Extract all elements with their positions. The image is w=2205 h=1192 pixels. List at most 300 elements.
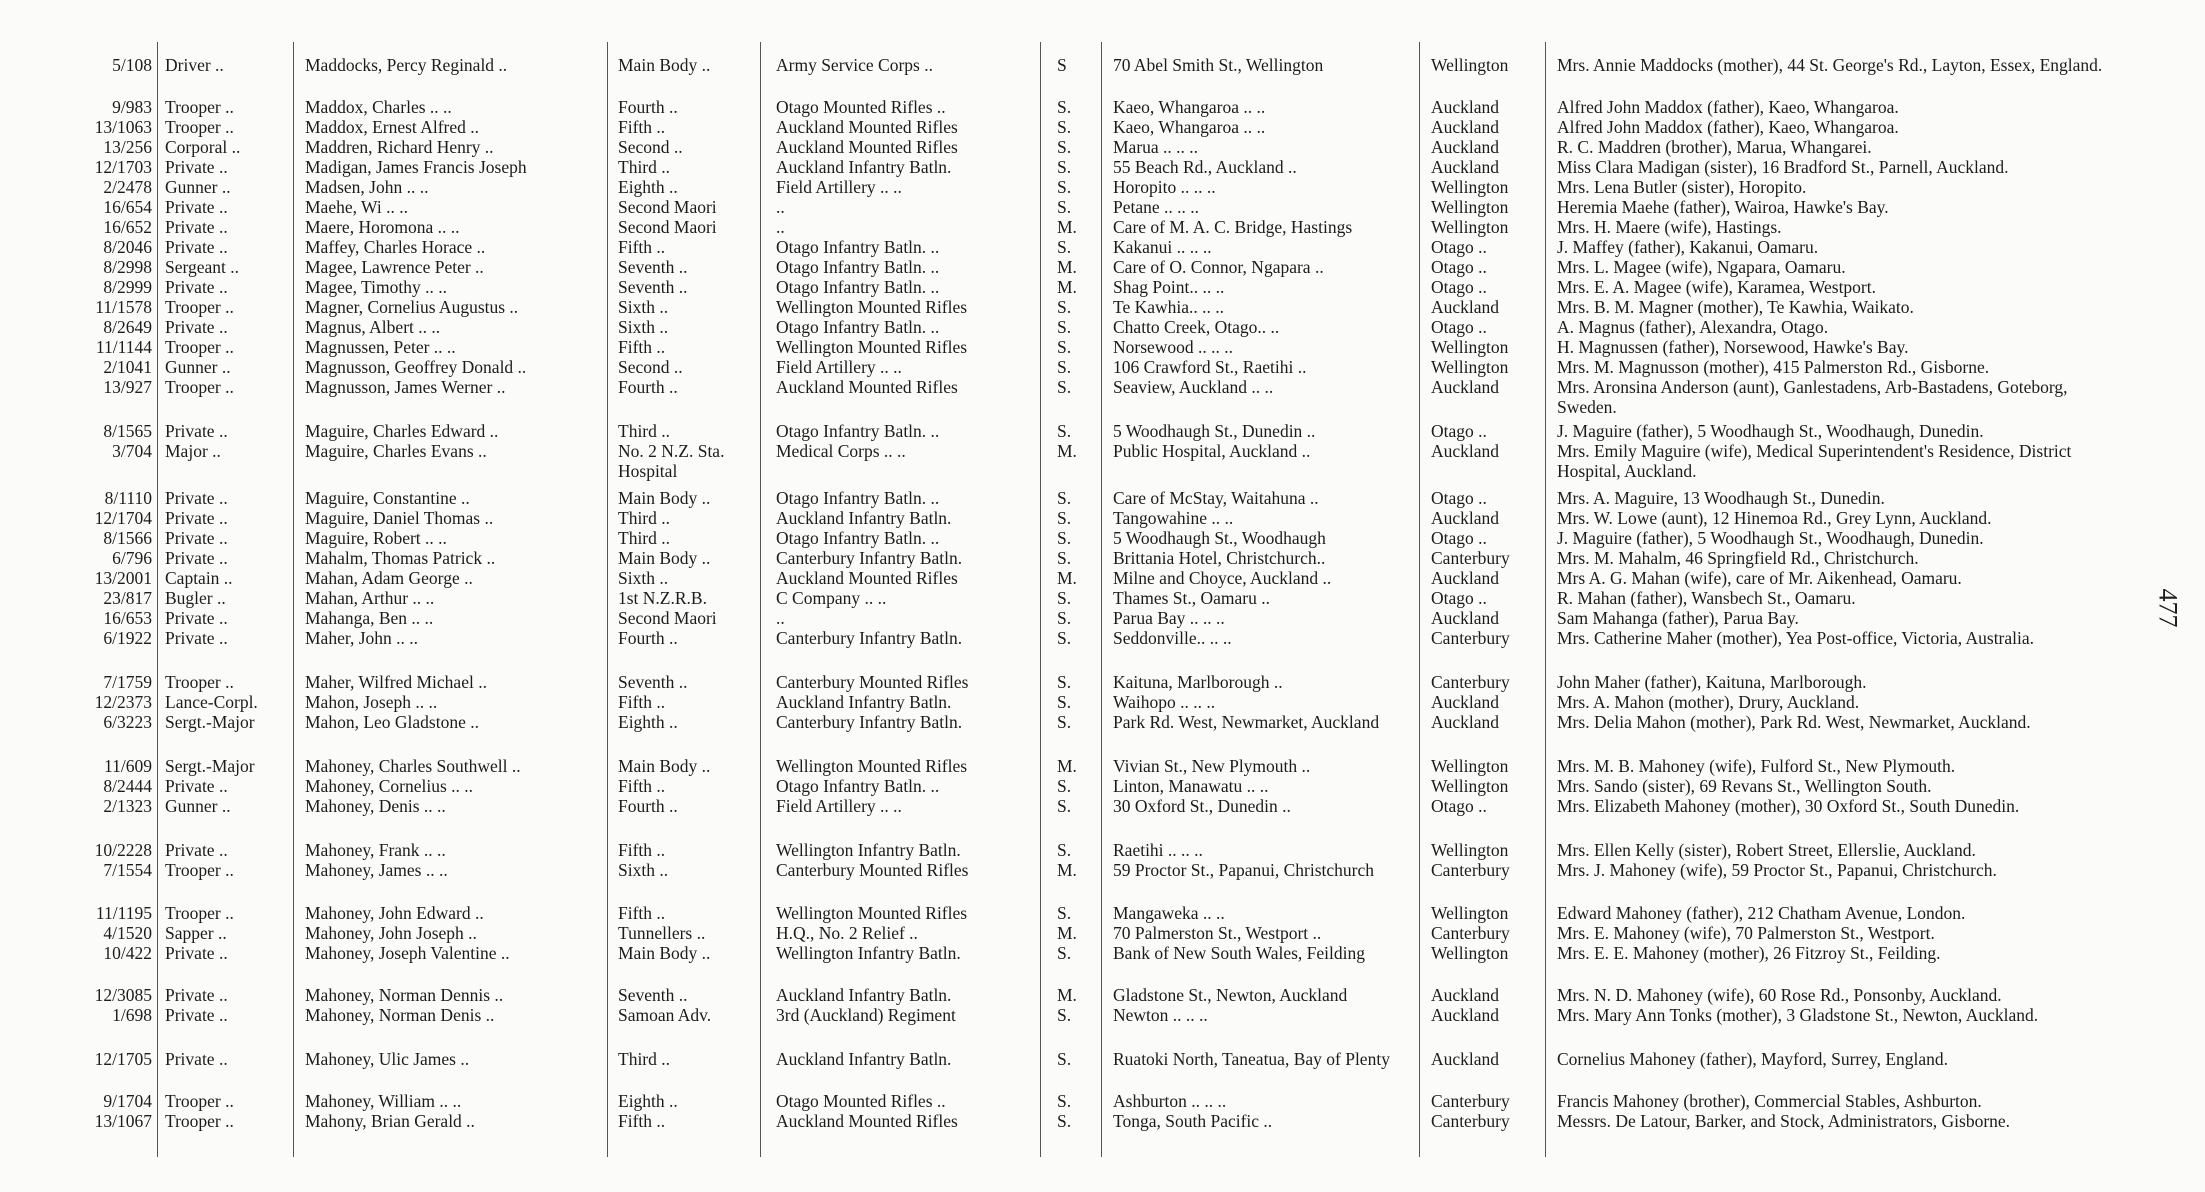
service-number-cell: 6/1922 xyxy=(103,628,152,648)
column-rule xyxy=(1040,42,1041,1157)
military-district-cell: Canterbury xyxy=(1431,548,1510,568)
next-of-kin-cell: Francis Mahoney (brother), Commercial Stables, Ashburton. xyxy=(1557,1091,1982,1111)
rank-cell: Private .. xyxy=(165,277,228,297)
soldier-name-cell: Maffey, Charles Horace .. xyxy=(305,237,486,257)
embarkation-unit-cell: Tunnellers .. xyxy=(618,923,706,943)
corps-cell: Medical Corps .. .. xyxy=(776,441,906,461)
embarkation-unit-cell: Main Body .. xyxy=(618,548,711,568)
soldier-name-cell: Mahon, Joseph .. .. xyxy=(305,692,438,712)
last-address-cell: Public Hospital, Auckland .. xyxy=(1113,441,1311,461)
military-district-cell: Auckland xyxy=(1431,1005,1500,1025)
corps-cell: .. xyxy=(776,608,785,628)
soldier-name-cell: Maguire, Charles Edward .. xyxy=(305,421,499,441)
next-of-kin-cell: Mrs. Ellen Kelly (sister), Robert Street, Ellerslie, Auckland. xyxy=(1557,840,1976,860)
next-of-kin-cell: Mrs. E. Mahoney (wife), 70 Palmerston St., Westport. xyxy=(1557,923,1935,943)
last-address-cell: 59 Proctor St., Papanui, Christchurch xyxy=(1113,860,1375,880)
embarkation-unit-cell: Samoan Adv. xyxy=(618,1005,712,1025)
last-address-cell: Gladstone St., Newton, Auckland xyxy=(1113,985,1348,1005)
marital-status-cell: S. xyxy=(1057,488,1072,508)
military-district-cell: Wellington xyxy=(1431,357,1509,377)
soldier-name-cell: Maddren, Richard Henry .. xyxy=(305,137,494,157)
service-number-cell: 3/704 xyxy=(112,441,152,461)
corps-cell: Field Artillery .. .. xyxy=(776,796,902,816)
corps-cell: Auckland Infantry Batln. xyxy=(776,985,952,1005)
service-number-cell: 10/422 xyxy=(103,943,152,963)
embarkation-unit-cell: Seventh .. xyxy=(618,672,688,692)
embarkation-unit-cell: Third .. xyxy=(618,421,671,441)
next-of-kin-cell: Mrs. M. B. Mahoney (wife), Fulford St., New Plymouth. xyxy=(1557,756,1956,776)
next-of-kin-cell: Mrs. M. Magnusson (mother), 415 Palmerston Rd., Gisborne. xyxy=(1557,357,1990,377)
embarkation-unit-cell: 1st N.Z.R.B. xyxy=(618,588,707,608)
soldier-name-cell: Mahanga, Ben .. .. xyxy=(305,608,434,628)
rank-cell: Trooper .. xyxy=(165,377,234,397)
last-address-cell: Kaeo, Whangaroa .. .. xyxy=(1113,117,1266,137)
corps-cell: Canterbury Infantry Batln. xyxy=(776,712,963,732)
embarkation-unit-cell: Main Body .. xyxy=(618,55,711,75)
military-district-cell: Wellington xyxy=(1431,177,1509,197)
marital-status-cell: S xyxy=(1057,55,1067,75)
rank-cell: Trooper .. xyxy=(165,117,234,137)
marital-status-cell: S. xyxy=(1057,137,1072,157)
service-number-cell: 2/2478 xyxy=(103,177,152,197)
marital-status-cell: S. xyxy=(1057,1091,1072,1111)
corps-cell: Auckland Mounted Rifles xyxy=(776,117,958,137)
soldier-name-cell: Maher, Wilfred Michael .. xyxy=(305,672,487,692)
military-district-cell: Wellington xyxy=(1431,776,1509,796)
corps-cell: Wellington Mounted Rifles xyxy=(776,337,968,357)
military-district-cell: Canterbury xyxy=(1431,672,1510,692)
service-number-cell: 11/1144 xyxy=(95,337,152,357)
service-number-cell: 13/1063 xyxy=(94,117,152,137)
military-district-cell: Auckland xyxy=(1431,568,1500,588)
rank-cell: Private .. xyxy=(165,608,228,628)
soldier-name-cell: Magnusson, Geoffrey Donald .. xyxy=(305,357,527,377)
service-number-cell: 11/1578 xyxy=(95,297,152,317)
embarkation-unit-cell: Seventh .. xyxy=(618,277,688,297)
last-address-cell: Kakanui .. .. .. xyxy=(1113,237,1212,257)
last-address-cell: Petane .. .. .. xyxy=(1113,197,1200,217)
marital-status-cell: S. xyxy=(1057,943,1072,963)
military-district-cell: Wellington xyxy=(1431,756,1509,776)
next-of-kin-cell: Alfred John Maddox (father), Kaeo, Whangaroa. xyxy=(1557,117,1899,137)
soldier-name-cell: Maher, John .. .. xyxy=(305,628,419,648)
next-of-kin-cell: Mrs. L. Magee (wife), Ngapara, Oamaru. xyxy=(1557,257,1846,277)
rank-cell: Gunner .. xyxy=(165,357,231,377)
military-district-cell: Wellington xyxy=(1431,903,1509,923)
marital-status-cell: S. xyxy=(1057,377,1072,397)
service-number-cell: 13/256 xyxy=(103,137,152,157)
soldier-name-cell: Magnus, Albert .. .. xyxy=(305,317,441,337)
military-district-cell: Auckland xyxy=(1431,441,1500,461)
rank-cell: Private .. xyxy=(165,943,228,963)
embarkation-unit-cell: Sixth .. xyxy=(618,317,669,337)
rank-cell: Private .. xyxy=(165,197,228,217)
military-district-cell: Auckland xyxy=(1431,297,1500,317)
marital-status-cell: S. xyxy=(1057,588,1072,608)
embarkation-unit-cell: Seventh .. xyxy=(618,257,688,277)
military-district-cell: Auckland xyxy=(1431,1049,1500,1069)
soldier-name-cell: Magnusson, James Werner .. xyxy=(305,377,506,397)
marital-status-cell: S. xyxy=(1057,97,1072,117)
soldier-name-cell: Magee, Timothy .. .. xyxy=(305,277,447,297)
corps-cell: Field Artillery .. .. xyxy=(776,357,902,377)
rank-cell: Private .. xyxy=(165,488,228,508)
rank-cell: Trooper .. xyxy=(165,860,234,880)
next-of-kin-cell: H. Magnussen (father), Norsewood, Hawke's Bay. xyxy=(1557,337,1909,357)
embarkation-unit-cell: Fourth .. xyxy=(618,796,678,816)
military-district-cell: Otago .. xyxy=(1431,257,1487,277)
rank-cell: Private .. xyxy=(165,317,228,337)
service-number-cell: 13/927 xyxy=(103,377,152,397)
service-number-cell: 8/2444 xyxy=(103,776,152,796)
next-of-kin-cell: Mrs A. G. Mahan (wife), care of Mr. Aikenhead, Oamaru. xyxy=(1557,568,1962,588)
soldier-name-cell: Maere, Horomona .. .. xyxy=(305,217,460,237)
military-district-cell: Auckland xyxy=(1431,508,1500,528)
next-of-kin-cell: Mrs. H. Maere (wife), Hastings. xyxy=(1557,217,1782,237)
last-address-cell: Newton .. .. .. xyxy=(1113,1005,1208,1025)
military-district-cell: Auckland xyxy=(1431,712,1500,732)
next-of-kin-cell: A. Magnus (father), Alexandra, Otago. xyxy=(1557,317,1829,337)
service-number-cell: 12/1705 xyxy=(94,1049,152,1069)
last-address-cell: Waihopo .. .. .. xyxy=(1113,692,1216,712)
corps-cell: Auckland Mounted Rifles xyxy=(776,568,958,588)
marital-status-cell: S. xyxy=(1057,903,1072,923)
military-district-cell: Otago .. xyxy=(1431,528,1487,548)
rank-cell: Private .. xyxy=(165,985,228,1005)
next-of-kin-cell: Cornelius Mahoney (father), Mayford, Surrey, England. xyxy=(1557,1049,1949,1069)
corps-cell: Otago Infantry Batln. .. xyxy=(776,277,940,297)
last-address-cell: Vivian St., New Plymouth .. xyxy=(1113,756,1311,776)
last-address-cell: Horopito .. .. .. xyxy=(1113,177,1216,197)
marital-status-cell: S. xyxy=(1057,357,1072,377)
embarkation-unit-cell: Second Maori xyxy=(618,608,717,628)
rank-cell: Private .. xyxy=(165,548,228,568)
next-of-kin-cell: Miss Clara Madigan (sister), 16 Bradford St., Parnell, Auckland. xyxy=(1557,157,2009,177)
soldier-name-cell: Maguire, Daniel Thomas .. xyxy=(305,508,494,528)
soldier-name-cell: Mahoney, Norman Dennis .. xyxy=(305,985,504,1005)
service-number-cell: 23/817 xyxy=(103,588,152,608)
next-of-kin-cell: Messrs. De Latour, Barker, and Stock, Administrators, Gisborne. xyxy=(1557,1111,2011,1131)
military-district-cell: Canterbury xyxy=(1431,860,1510,880)
marital-status-cell: S. xyxy=(1057,776,1072,796)
embarkation-unit-cell: Fifth .. xyxy=(618,840,666,860)
marital-status-cell: S. xyxy=(1057,337,1072,357)
service-number-cell: 5/108 xyxy=(112,55,152,75)
embarkation-unit-cell: Fourth .. xyxy=(618,97,678,117)
service-number-cell: 8/1110 xyxy=(104,488,152,508)
military-district-cell: Wellington xyxy=(1431,943,1509,963)
corps-cell: Canterbury Infantry Batln. xyxy=(776,628,963,648)
corps-cell: .. xyxy=(776,217,785,237)
service-number-cell: 8/2046 xyxy=(103,237,152,257)
military-district-cell: Auckland xyxy=(1431,608,1500,628)
soldier-name-cell: Maguire, Charles Evans .. xyxy=(305,441,487,461)
embarkation-unit-cell: Fifth .. xyxy=(618,337,666,357)
military-district-cell: Otago .. xyxy=(1431,488,1487,508)
rank-cell: Lance-Corpl. xyxy=(165,692,258,712)
soldier-name-cell: Mahoney, James .. .. xyxy=(305,860,448,880)
next-of-kin-cell: Mrs. Elizabeth Mahoney (mother), 30 Oxford St., South Dunedin. xyxy=(1557,796,2020,816)
embarkation-unit-cell: Sixth .. xyxy=(618,860,669,880)
military-district-cell: Canterbury xyxy=(1431,628,1510,648)
marital-status-cell: S. xyxy=(1057,237,1072,257)
corps-cell: Auckland Infantry Batln. xyxy=(776,157,952,177)
last-address-cell: Ashburton .. .. .. xyxy=(1113,1091,1227,1111)
military-district-cell: Wellington xyxy=(1431,337,1509,357)
rank-cell: Private .. xyxy=(165,628,228,648)
service-number-cell: 11/609 xyxy=(104,756,152,776)
last-address-cell: Kaituna, Marlborough .. xyxy=(1113,672,1283,692)
last-address-cell: Care of M. A. C. Bridge, Hastings xyxy=(1113,217,1353,237)
soldier-name-cell: Mahon, Leo Gladstone .. xyxy=(305,712,479,732)
corps-cell: Otago Mounted Rifles .. xyxy=(776,97,946,117)
last-address-cell: 55 Beach Rd., Auckland .. xyxy=(1113,157,1297,177)
marital-status-cell: S. xyxy=(1057,548,1072,568)
service-number-cell: 8/1566 xyxy=(103,528,152,548)
last-address-cell: Kaeo, Whangaroa .. .. xyxy=(1113,97,1266,117)
marital-status-cell: S. xyxy=(1057,297,1072,317)
embarkation-unit-cell: Fifth .. xyxy=(618,903,666,923)
next-of-kin-cell: R. Mahan (father), Wansbech St., Oamaru. xyxy=(1557,588,1856,608)
corps-cell: Auckland Mounted Rifles xyxy=(776,1111,958,1131)
embarkation-unit-cell: Second .. xyxy=(618,137,683,157)
corps-cell: Auckland Infantry Batln. xyxy=(776,508,952,528)
marital-status-cell: S. xyxy=(1057,796,1072,816)
embarkation-unit-cell: Main Body .. xyxy=(618,756,711,776)
next-of-kin-cell: Mrs. Mary Ann Tonks (mother), 3 Gladstone St., Newton, Auckland. xyxy=(1557,1005,2039,1025)
marital-status-cell: S. xyxy=(1057,1005,1072,1025)
embarkation-unit-cell: Fifth .. xyxy=(618,117,666,137)
corps-cell: Otago Infantry Batln. .. xyxy=(776,257,940,277)
military-district-cell: Otago .. xyxy=(1431,421,1487,441)
embarkation-unit-cell: Third .. xyxy=(618,528,671,548)
soldier-name-cell: Mahony, Brian Gerald .. xyxy=(305,1111,475,1131)
service-number-cell: 8/2999 xyxy=(103,277,152,297)
marital-status-cell: S. xyxy=(1057,628,1072,648)
soldier-name-cell: Madsen, John .. .. xyxy=(305,177,429,197)
rank-cell: Driver .. xyxy=(165,55,224,75)
service-number-cell: 12/2373 xyxy=(94,692,152,712)
military-district-cell: Wellington xyxy=(1431,217,1509,237)
next-of-kin-cell: Mrs. E. E. Mahoney (mother), 26 Fitzroy St., Feilding. xyxy=(1557,943,1941,963)
marital-status-cell: S. xyxy=(1057,608,1072,628)
military-district-cell: Otago .. xyxy=(1431,588,1487,608)
soldier-name-cell: Madigan, James Francis Joseph xyxy=(305,157,527,177)
soldier-name-cell: Mahoney, John Joseph .. xyxy=(305,923,477,943)
rank-cell: Captain .. xyxy=(165,568,233,588)
column-rule xyxy=(1101,42,1102,1157)
next-of-kin-cell: Mrs. W. Lowe (aunt), 12 Hinemoa Rd., Grey Lynn, Auckland. xyxy=(1557,508,1992,528)
corps-cell: Otago Infantry Batln. .. xyxy=(776,317,940,337)
service-number-cell: 7/1554 xyxy=(103,860,152,880)
soldier-name-cell: Maguire, Constantine .. xyxy=(305,488,470,508)
marital-status-cell: S. xyxy=(1057,840,1072,860)
last-address-cell: Care of McStay, Waitahuna .. xyxy=(1113,488,1319,508)
next-of-kin-cell: Mrs. N. D. Mahoney (wife), 60 Rose Rd., Ponsonby, Auckland. xyxy=(1557,985,2002,1005)
embarkation-unit-cell: Fifth .. xyxy=(618,692,666,712)
soldier-name-cell: Maguire, Robert .. .. xyxy=(305,528,447,548)
embarkation-unit-cell: Third .. xyxy=(618,508,671,528)
military-district-cell: Wellington xyxy=(1431,197,1509,217)
marital-status-cell: S. xyxy=(1057,1049,1072,1069)
military-district-cell: Auckland xyxy=(1431,692,1500,712)
corps-cell: Canterbury Mounted Rifles xyxy=(776,860,969,880)
next-of-kin-cell: Sam Mahanga (father), Parua Bay. xyxy=(1557,608,1799,628)
soldier-name-cell: Mahalm, Thomas Patrick .. xyxy=(305,548,496,568)
column-rule xyxy=(1545,42,1546,1157)
last-address-cell: Parua Bay .. .. .. xyxy=(1113,608,1225,628)
marital-status-cell: M. xyxy=(1057,923,1077,943)
corps-cell: H.Q., No. 2 Relief .. xyxy=(776,923,918,943)
corps-cell: Wellington Mounted Rifles xyxy=(776,756,968,776)
last-address-cell: 5 Woodhaugh St., Dunedin .. xyxy=(1113,421,1316,441)
corps-cell: Otago Infantry Batln. .. xyxy=(776,776,940,796)
soldier-name-cell: Maddox, Charles .. .. xyxy=(305,97,452,117)
corps-cell: Army Service Corps .. xyxy=(776,55,933,75)
military-district-cell: Canterbury xyxy=(1431,1111,1510,1131)
page-number: 477 xyxy=(2153,588,2183,628)
marital-status-cell: M. xyxy=(1057,277,1077,297)
service-number-cell: 11/1195 xyxy=(95,903,152,923)
rank-cell: Trooper .. xyxy=(165,672,234,692)
service-number-cell: 6/796 xyxy=(112,548,152,568)
last-address-cell: 70 Palmerston St., Westport .. xyxy=(1113,923,1322,943)
rank-cell: Trooper .. xyxy=(165,903,234,923)
soldier-name-cell: Mahoney, Norman Denis .. xyxy=(305,1005,495,1025)
last-address-cell: Park Rd. West, Newmarket, Auckland xyxy=(1113,712,1380,732)
rank-cell: Trooper .. xyxy=(165,1091,234,1111)
military-district-cell: Canterbury xyxy=(1431,1091,1510,1111)
column-rule xyxy=(157,42,158,1157)
service-number-cell: 10/2228 xyxy=(94,840,152,860)
next-of-kin-cell: Mrs. Delia Mahon (mother), Park Rd. West, Newmarket, Auckland. xyxy=(1557,712,2031,732)
soldier-name-cell: Mahoney, Charles Southwell .. xyxy=(305,756,521,776)
service-number-cell: 8/1565 xyxy=(103,421,152,441)
rank-cell: Trooper .. xyxy=(165,297,234,317)
service-number-cell: 12/1704 xyxy=(94,508,152,528)
corps-cell: 3rd (Auckland) Regiment xyxy=(776,1005,956,1025)
last-address-cell: Milne and Choyce, Auckland .. xyxy=(1113,568,1332,588)
column-rule xyxy=(607,42,608,1157)
rank-cell: Private .. xyxy=(165,840,228,860)
soldier-name-cell: Mahoney, Frank .. .. xyxy=(305,840,446,860)
embarkation-unit-cell: No. 2 N.Z. Sta. Hospital xyxy=(618,441,725,481)
soldier-name-cell: Maehe, Wi .. .. xyxy=(305,197,408,217)
column-rule xyxy=(293,42,294,1157)
corps-cell: Wellington Mounted Rifles xyxy=(776,297,968,317)
corps-cell: Wellington Mounted Rifles xyxy=(776,903,968,923)
soldier-name-cell: Mahoney, Joseph Valentine .. xyxy=(305,943,510,963)
rank-cell: Private .. xyxy=(165,217,228,237)
corps-cell: Otago Infantry Batln. .. xyxy=(776,237,940,257)
corps-cell: Auckland Infantry Batln. xyxy=(776,692,952,712)
next-of-kin-cell: Mrs. Lena Butler (sister), Horopito. xyxy=(1557,177,1807,197)
military-district-cell: Wellington xyxy=(1431,840,1509,860)
rank-cell: Private .. xyxy=(165,508,228,528)
last-address-cell: Seaview, Auckland .. .. xyxy=(1113,377,1274,397)
service-number-cell: 6/3223 xyxy=(103,712,152,732)
service-number-cell: 13/2001 xyxy=(94,568,152,588)
soldier-name-cell: Mahoney, William .. .. xyxy=(305,1091,462,1111)
embarkation-unit-cell: Third .. xyxy=(618,1049,671,1069)
next-of-kin-cell: Edward Mahoney (father), 212 Chatham Avenue, London. xyxy=(1557,903,1966,923)
marital-status-cell: S. xyxy=(1057,712,1072,732)
corps-cell: Canterbury Mounted Rifles xyxy=(776,672,969,692)
marital-status-cell: S. xyxy=(1057,197,1072,217)
last-address-cell: Thames St., Oamaru .. xyxy=(1113,588,1270,608)
next-of-kin-cell: Heremia Maehe (father), Wairoa, Hawke's Bay. xyxy=(1557,197,1889,217)
embarkation-unit-cell: Eighth .. xyxy=(618,177,678,197)
last-address-cell: Seddonville.. .. .. xyxy=(1113,628,1232,648)
rank-cell: Private .. xyxy=(165,157,228,177)
next-of-kin-cell: J. Maffey (father), Kakanui, Oamaru. xyxy=(1557,237,1819,257)
corps-cell: Auckland Mounted Rifles xyxy=(776,137,958,157)
embarkation-unit-cell: Sixth .. xyxy=(618,568,669,588)
marital-status-cell: M. xyxy=(1057,985,1077,1005)
rank-cell: Sergt.-Major xyxy=(165,756,255,776)
next-of-kin-cell: J. Maguire (father), 5 Woodhaugh St., Woodhaugh, Dunedin. xyxy=(1557,528,1984,548)
last-address-cell: Tonga, South Pacific .. xyxy=(1113,1111,1273,1131)
last-address-cell: Shag Point.. .. .. xyxy=(1113,277,1225,297)
rank-cell: Private .. xyxy=(165,776,228,796)
service-number-cell: 1/698 xyxy=(112,1005,152,1025)
last-address-cell: Mangaweka .. .. xyxy=(1113,903,1225,923)
marital-status-cell: S. xyxy=(1057,1111,1072,1131)
soldier-name-cell: Mahoney, Cornelius .. .. xyxy=(305,776,474,796)
embarkation-unit-cell: Second Maori xyxy=(618,217,717,237)
next-of-kin-cell: Mrs. Annie Maddocks (mother), 44 St. George's Rd., Layton, Essex, England. xyxy=(1557,55,2103,75)
embarkation-unit-cell: Fifth .. xyxy=(618,237,666,257)
rank-cell: Sapper .. xyxy=(165,923,227,943)
soldier-name-cell: Magner, Cornelius Augustus .. xyxy=(305,297,519,317)
next-of-kin-cell: Mrs. A. Maguire, 13 Woodhaugh St., Dunedin. xyxy=(1557,488,1885,508)
next-of-kin-cell: Mrs. Catherine Maher (mother), Yea Post-office, Victoria, Australia. xyxy=(1557,628,2035,648)
last-address-cell: Ruatoki North, Taneatua, Bay of Plenty xyxy=(1113,1049,1390,1069)
rank-cell: Private .. xyxy=(165,1005,228,1025)
embarkation-unit-cell: Seventh .. xyxy=(618,985,688,1005)
embarkation-unit-cell: Third .. xyxy=(618,157,671,177)
embarkation-unit-cell: Fifth .. xyxy=(618,1111,666,1131)
corps-cell: Otago Infantry Batln. .. xyxy=(776,421,940,441)
marital-status-cell: M. xyxy=(1057,860,1077,880)
marital-status-cell: M. xyxy=(1057,568,1077,588)
last-address-cell: Raetihi .. .. .. xyxy=(1113,840,1203,860)
marital-status-cell: M. xyxy=(1057,441,1077,461)
service-number-cell: 2/1323 xyxy=(103,796,152,816)
last-address-cell: Tangowahine .. .. xyxy=(1113,508,1234,528)
last-address-cell: Brittania Hotel, Christchurch.. xyxy=(1113,548,1326,568)
next-of-kin-cell: Mrs. Aronsina Anderson (aunt), Ganlestadens, Arb-Bastadens, Goteborg, Sweden. xyxy=(1557,377,2068,417)
military-district-cell: Otago .. xyxy=(1431,317,1487,337)
marital-status-cell: S. xyxy=(1057,692,1072,712)
next-of-kin-cell: J. Maguire (father), 5 Woodhaugh St., Woodhaugh, Dunedin. xyxy=(1557,421,1984,441)
military-district-cell: Wellington xyxy=(1431,55,1509,75)
embarkation-unit-cell: Sixth .. xyxy=(618,297,669,317)
last-address-cell: Te Kawhia.. .. .. xyxy=(1113,297,1225,317)
soldier-name-cell: Maddox, Ernest Alfred .. xyxy=(305,117,479,137)
rank-cell: Sergeant .. xyxy=(165,257,240,277)
last-address-cell: Care of O. Connor, Ngapara .. xyxy=(1113,257,1324,277)
service-number-cell: 2/1041 xyxy=(103,357,152,377)
military-district-cell: Auckland xyxy=(1431,157,1500,177)
corps-cell: Otago Infantry Batln. .. xyxy=(776,488,940,508)
service-number-cell: 8/2998 xyxy=(103,257,152,277)
corps-cell: Canterbury Infantry Batln. xyxy=(776,548,963,568)
rank-cell: Bugler .. xyxy=(165,588,226,608)
next-of-kin-cell: Mrs. J. Mahoney (wife), 59 Proctor St., Papanui, Christchurch. xyxy=(1557,860,1997,880)
last-address-cell: 70 Abel Smith St., Wellington xyxy=(1113,55,1324,75)
rank-cell: Private .. xyxy=(165,1049,228,1069)
